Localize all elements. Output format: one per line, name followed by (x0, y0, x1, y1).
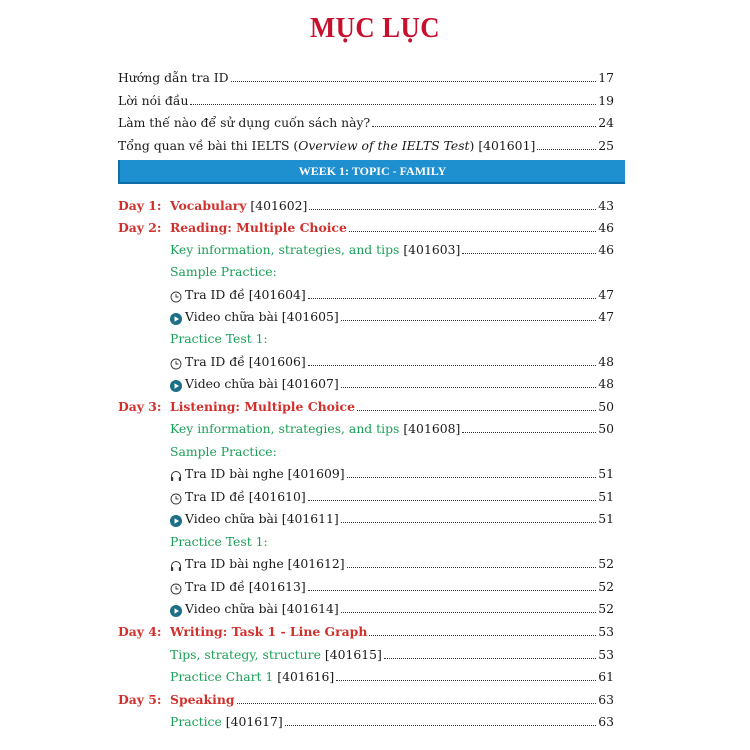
toc-page-number: 51 (598, 466, 614, 481)
toc-page-number: 46 (598, 242, 614, 257)
day-label: Day 4: (118, 624, 162, 639)
toc-entry-label (170, 647, 382, 663)
play-icon (170, 380, 182, 392)
toc-resource-entry[interactable] (118, 552, 614, 572)
toc-page-number: 53 (598, 647, 614, 662)
toc-page-number: 48 (598, 376, 614, 391)
toc-resource-entry[interactable] (118, 350, 614, 370)
toc-entry-label (170, 624, 367, 640)
dot-leader (237, 702, 597, 704)
toc-entry-label: Video chữa bài [401614] (185, 601, 339, 616)
toc-day-entry[interactable] (118, 620, 614, 640)
headphones-icon (170, 560, 182, 572)
toc-entry-label: Tra ID đề [401606] (185, 354, 306, 369)
day-label: Day 2: (118, 220, 162, 235)
toc-page-number: 46 (598, 220, 614, 235)
toc-page-number: 61 (598, 669, 614, 684)
entry-id: [401603] (399, 242, 461, 257)
day-label: Day 5: (118, 692, 162, 707)
day-title: Writing: Task 1 - Line Graph (170, 624, 368, 639)
toc-resource-entry[interactable] (118, 462, 614, 482)
toc-page-number: 47 (598, 309, 614, 324)
toc-page-number: 19 (598, 93, 614, 108)
toc-entry-how-to-use[interactable] (118, 111, 614, 131)
dot-leader (190, 103, 596, 105)
section-heading: Sample Practice: (170, 444, 277, 459)
toc-entry-preface[interactable] (118, 89, 614, 109)
toc-entry-label (170, 242, 460, 258)
section-heading: Sample Practice: (170, 264, 277, 279)
toc-page-number: 53 (598, 624, 614, 639)
play-icon (170, 313, 182, 325)
dot-leader (308, 364, 596, 366)
dot-leader (369, 634, 596, 636)
toc-entry-label: Tra ID đề [401604] (185, 287, 306, 302)
toc-entry-overview[interactable] (118, 134, 614, 154)
section-heading: Practice Test 1: (170, 331, 268, 346)
toc-entry-label (170, 714, 283, 730)
dot-leader (347, 566, 597, 568)
toc-entry-label: Tra ID bài nghe [401612] (185, 556, 345, 571)
toc-page-number: 52 (598, 579, 614, 594)
day-label: Day 1: (118, 198, 162, 213)
toc-section-heading (118, 440, 614, 460)
dot-leader (357, 409, 596, 411)
toc-entry-label: Làm thế nào để sử dụng cuốn sách này? (118, 115, 371, 130)
toc-entry-label (170, 198, 307, 214)
toc-resource-entry[interactable] (118, 305, 614, 325)
toc-sub-entry[interactable] (118, 417, 614, 437)
toc-sub-entry[interactable] (118, 643, 614, 663)
label-part: ) [401601] (469, 138, 536, 153)
toc-page-number: 52 (598, 601, 614, 616)
toc-day-entry[interactable] (118, 395, 614, 415)
dot-leader (347, 476, 597, 478)
toc-page-number: 17 (598, 70, 614, 85)
toc-entry-label (170, 421, 460, 437)
toc-day-entry[interactable] (118, 688, 614, 708)
dot-leader (308, 297, 596, 299)
toc-page-number: 51 (598, 511, 614, 526)
sub-title: Tips, strategy, structure (170, 647, 321, 662)
dot-leader (341, 611, 596, 613)
play-icon (170, 515, 182, 527)
dot-leader (309, 208, 596, 210)
day-title: Listening: Multiple Choice (170, 399, 355, 414)
dot-leader (372, 125, 596, 127)
toc-entry-label (170, 220, 347, 236)
toc-day-entry[interactable] (118, 216, 614, 236)
dot-leader (462, 252, 596, 254)
day-title: Speaking (170, 692, 235, 707)
toc-page-number: 63 (598, 692, 614, 707)
toc-resource-entry[interactable] (118, 507, 614, 527)
toc-section-heading (118, 260, 614, 280)
day-title: Reading: Multiple Choice (170, 220, 347, 235)
dot-leader (384, 657, 596, 659)
toc-entry-label: Lời nói đầu (118, 93, 189, 108)
dot-leader (308, 589, 596, 591)
toc-entry-label: Tra ID đề [401613] (185, 579, 306, 594)
clock-icon (170, 291, 182, 303)
toc-page-number: 50 (598, 399, 614, 414)
toc-page-number: 63 (598, 714, 614, 729)
clock-icon (170, 583, 182, 595)
toc-day-entry[interactable] (118, 194, 614, 214)
clock-icon (170, 493, 182, 505)
dot-leader (231, 80, 597, 82)
toc-entry-label: Video chữa bài [401605] (185, 309, 339, 324)
section-heading: Practice Test 1: (170, 534, 268, 549)
toc-entry-label: Video chữa bài [401611] (185, 511, 339, 526)
play-icon (170, 605, 182, 617)
toc-page-number: 50 (598, 421, 614, 436)
toc-page-number: 43 (598, 198, 614, 213)
toc-sub-entry[interactable] (118, 710, 614, 730)
entry-id: [401615] (320, 647, 382, 662)
toc-page-number: 51 (598, 489, 614, 504)
toc-resource-entry[interactable] (118, 283, 614, 303)
toc-entry-label (118, 138, 535, 154)
sub-title: Practice (170, 714, 222, 729)
toc-entry-label: Video chữa bài [401607] (185, 376, 339, 391)
toc-resource-entry[interactable] (118, 575, 614, 595)
dot-leader (308, 499, 596, 501)
toc-entry-label: Tra ID bài nghe [401609] (185, 466, 345, 481)
toc-entry-label: Hướng dẫn tra ID (118, 70, 229, 85)
sub-title: Key information, strategies, and tips (170, 242, 400, 257)
dot-leader (462, 431, 596, 433)
dot-leader (537, 148, 596, 150)
toc-resource-entry[interactable] (118, 597, 614, 617)
toc-resource-entry[interactable] (118, 485, 614, 505)
entry-id: [401616] (273, 669, 335, 684)
toc-entry-label (170, 692, 235, 708)
toc-entry-label (170, 399, 355, 415)
entry-id: [401608] (399, 421, 461, 436)
toc-page-number: 24 (598, 115, 614, 130)
dot-leader (341, 386, 596, 388)
sub-title: Practice Chart 1 (170, 669, 274, 684)
page-title: MỤC LỤC (310, 12, 440, 44)
dot-leader (341, 521, 596, 523)
day-label: Day 3: (118, 399, 162, 414)
dot-leader (336, 679, 596, 681)
toc-section-heading (118, 327, 614, 347)
dot-leader (285, 724, 596, 726)
toc-entry-guide[interactable] (118, 66, 614, 86)
headphones-icon (170, 470, 182, 482)
label-part: Tổng quan về bài thi IELTS ( (118, 138, 299, 153)
toc-resource-entry[interactable] (118, 372, 614, 392)
label-italic: Overview of the IELTS Test (298, 138, 470, 153)
entry-id: [401617] (221, 714, 283, 729)
entry-id: [401602] (246, 198, 308, 213)
toc-entry-label: Tra ID đề [401610] (185, 489, 306, 504)
day-title: Vocabulary (170, 198, 247, 213)
dot-leader (349, 230, 596, 232)
toc-sub-entry[interactable] (118, 665, 614, 685)
week-banner: WEEK 1: TOPIC - FAMILY (118, 160, 625, 184)
dot-leader (341, 319, 596, 321)
toc-sub-entry[interactable] (118, 238, 614, 258)
toc-page-number: 48 (598, 354, 614, 369)
toc-page-number: 25 (598, 138, 614, 153)
toc-section-heading (118, 530, 614, 550)
sub-title: Key information, strategies, and tips (170, 421, 400, 436)
toc-page-number: 47 (598, 287, 614, 302)
toc-entry-label (170, 669, 334, 685)
clock-icon (170, 358, 182, 370)
toc-page-number: 52 (598, 556, 614, 571)
